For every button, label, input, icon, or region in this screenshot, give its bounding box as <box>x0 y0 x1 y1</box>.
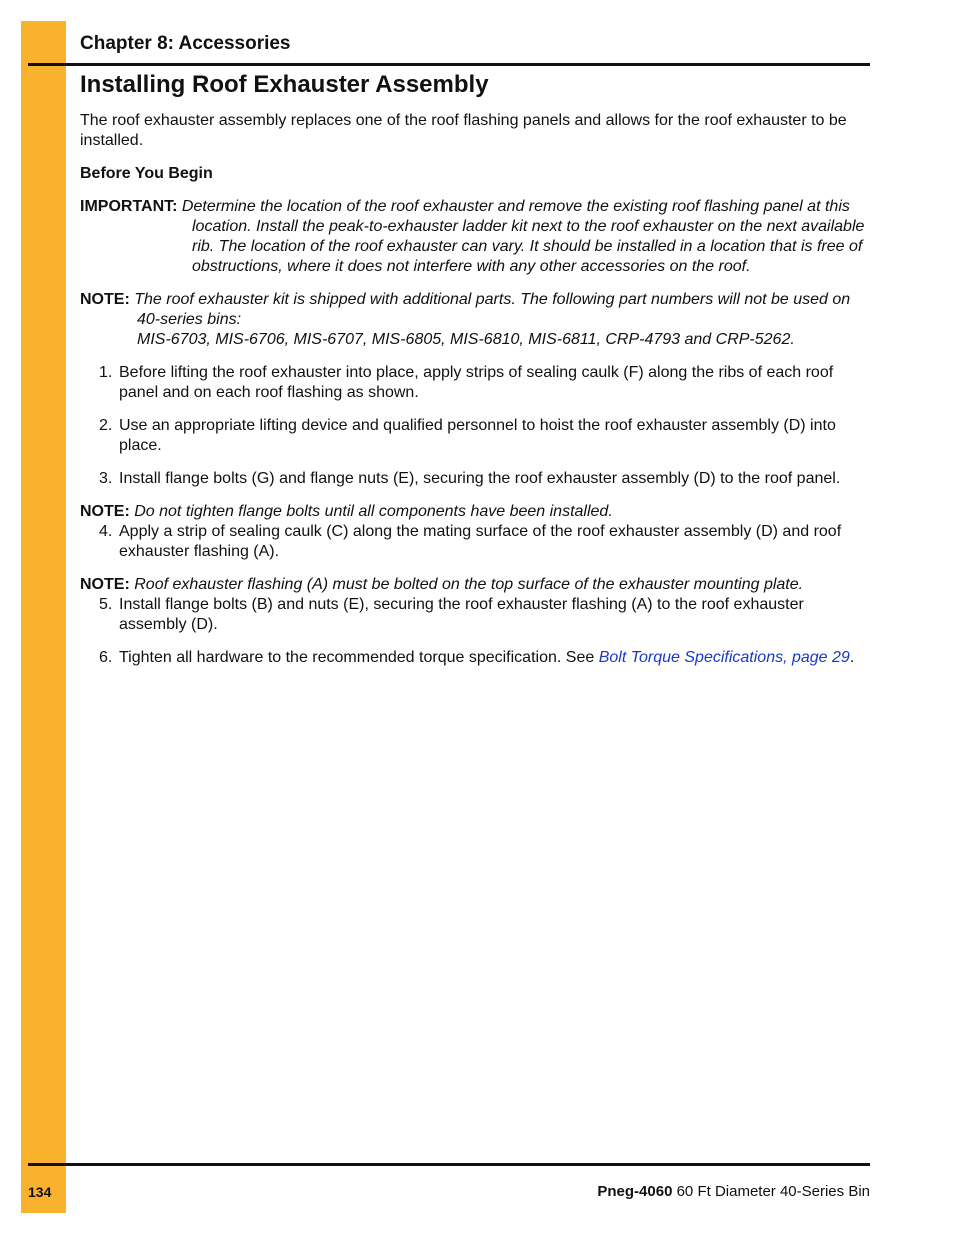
chapter-header: Chapter 8: Accessories <box>80 33 291 54</box>
step-number: 3. <box>99 470 113 487</box>
step-number: 1. <box>99 364 113 381</box>
step-text: Apply a strip of sealing caulk (C) along the mating surface of the roof exhauster assembly (D) and roof exhauster flashing (A). <box>119 523 842 560</box>
side-accent-bar <box>21 21 66 1213</box>
list-item <box>80 522 870 562</box>
list-item <box>80 469 870 489</box>
parts-note-text: The roof exhauster kit is shipped with additional parts. The following part numbers will not be used on 40-series bins: <box>134 291 851 328</box>
step-number: 4. <box>99 523 113 540</box>
important-label: IMPORTANT: <box>80 198 178 215</box>
doc-title: 60 Ft Diameter 40-Series Bin <box>672 1183 870 1200</box>
steps-list <box>80 363 870 668</box>
footer-rule <box>28 1163 870 1166</box>
step-text: Install flange bolts (G) and flange nuts (E), securing the roof exhauster assembly (D) to the roof panel. <box>119 470 841 487</box>
page-number: 134 <box>28 1184 52 1200</box>
important-notice <box>80 197 870 277</box>
parts-note-line <box>80 290 870 330</box>
step-text: Install flange bolts (B) and nuts (E), securing the roof exhauster flashing (A) to the roof exhauster assembly (D). <box>119 596 804 633</box>
step-text: Use an appropriate lifting device and qualified personnel to hoist the roof exhauster assembly (D) into place. <box>119 417 836 454</box>
step-number: 2. <box>99 417 113 434</box>
step-4-note <box>80 575 870 595</box>
step-number: 6. <box>99 649 113 666</box>
step-6-tail: . <box>849 649 855 666</box>
step-4-note-text: Roof exhauster flashing (A) must be bolted on the top surface of the exhauster mounting plate. <box>134 576 804 593</box>
parts-note-label: NOTE: <box>80 291 130 308</box>
important-text: Determine the location of the roof exhauster and remove the existing roof flashing panel at this location. Install the peak-to-exhauster ladder kit next to the roof exhauster on the next available rib. The location of the roof exhauster can vary. It should be installed in a location that is free of obstructions, where it does not interfere with any other accessories on the roof. <box>181 198 865 275</box>
list-item <box>80 648 870 668</box>
step-3-note-text: Do not tighten flange bolts until all components have been installed. <box>134 503 613 520</box>
doc-code: Pneg-4060 <box>597 1183 673 1200</box>
list-item <box>80 363 870 403</box>
parts-note <box>80 290 870 350</box>
step-text: Before lifting the roof exhauster into place, apply strips of sealing caulk (F) along the ribs of each roof panel and on each roof flashing as shown. <box>119 364 834 401</box>
subheading-before-you-begin: Before You Begin <box>80 165 213 182</box>
step-number: 5. <box>99 596 113 613</box>
parts-list: MIS-6703, MIS-6706, MIS-6707, MIS-6805, MIS-6810, MIS-6811, CRP-4793 and CRP-5262. <box>137 331 795 348</box>
step-text <box>119 648 870 668</box>
step-3-note <box>80 502 870 522</box>
intro-paragraph: The roof exhauster assembly replaces one of the roof flashing panels and allows for the roof exhauster to be installed. <box>80 112 847 149</box>
page-content <box>80 111 870 681</box>
step-4-note-label: NOTE: <box>80 576 130 593</box>
step-3-note-label: NOTE: <box>80 503 130 520</box>
step-6-text: Tighten all hardware to the recommended torque specification. See <box>119 649 599 666</box>
header-rule <box>28 63 870 66</box>
document-id <box>597 1183 870 1200</box>
page-title: Installing Roof Exhauster Assembly <box>80 71 489 98</box>
bolt-torque-link[interactable]: Bolt Torque Specifications, page 29 <box>598 649 850 666</box>
list-item <box>80 595 870 635</box>
list-item <box>80 416 870 456</box>
